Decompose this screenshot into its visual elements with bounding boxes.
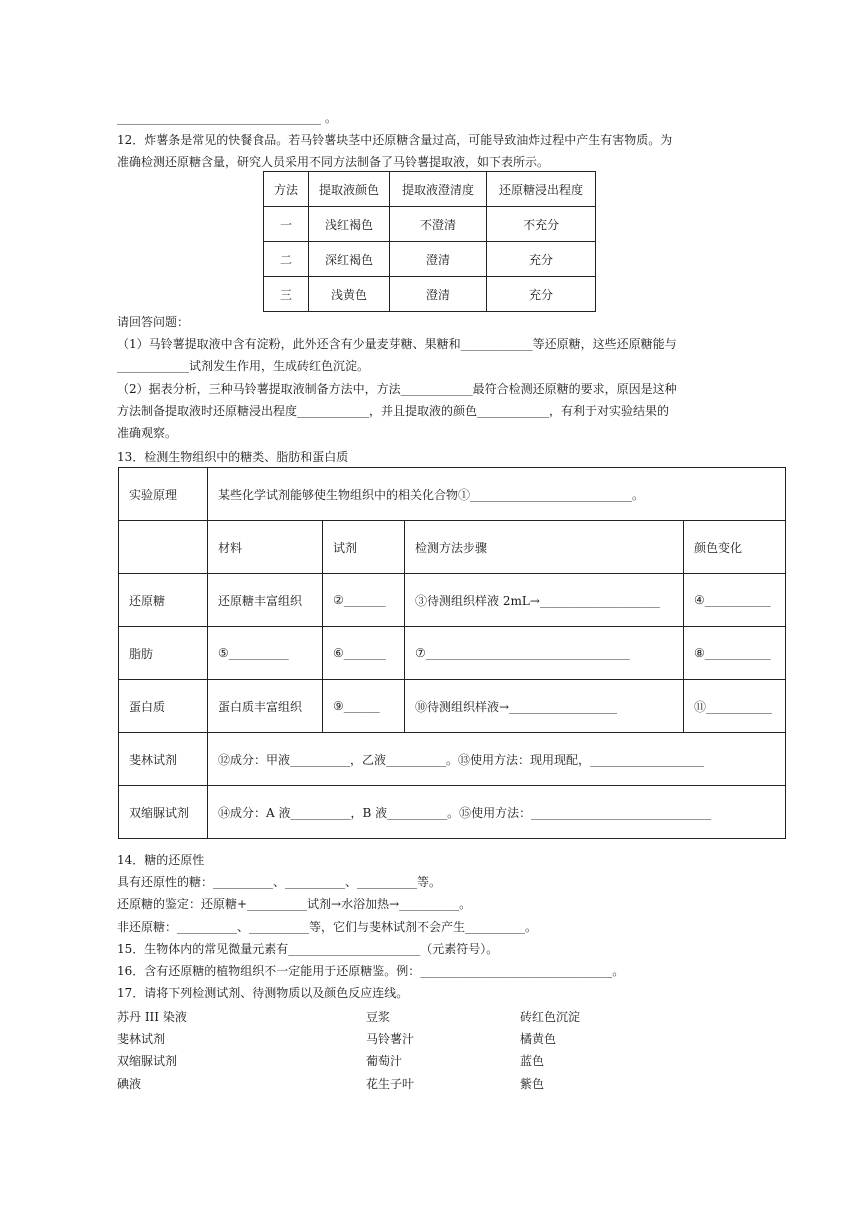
table-cell: ⑪___________ (684, 680, 786, 733)
question-12-line-1: 12．炸薯条是常见的快餐食品。若马铃薯块茎中还原糖含量过高，可能导致油炸过程中产生有害物质。为 (117, 133, 673, 147)
sub-question-2-line-1: （2）据表分析，三种马铃薯提取液制备方法中，方法____________最符合检测还原糖的要求，原因是这种 (117, 382, 677, 396)
sub-question-2-line-3: 准确观察。 (117, 426, 178, 440)
table-cell: ⑦__________________________________ (405, 627, 684, 680)
table-row (119, 574, 786, 627)
table-cell: 深红褐色 (309, 242, 390, 277)
answer-blank-line: __________________________________ 。 (117, 111, 337, 125)
biuret-text: ⑭成分：A 液__________，B 液__________。⑮使用方法：______________________________ (208, 786, 786, 839)
question-14-line-b: 还原糖的鉴定：还原糖+__________试剂→水浴加热→__________。 (117, 897, 472, 911)
question-14-line-a: 具有还原性的糖：__________、__________、__________等。 (117, 875, 442, 889)
fehling-row (119, 733, 786, 786)
please-answer-label: 请回答问题： (117, 315, 190, 329)
question-15: 15．生物体内的常见微量元素有______________________（元素符号）。 (117, 942, 499, 956)
table-cell: 蛋白质 (119, 680, 208, 733)
table-header-cell: 检测方法步骤 (405, 521, 684, 574)
table-cell: 浅红褐色 (309, 207, 390, 242)
principle-text: 某些化学试剂能够使生物组织中的相关化合物①___________________________。 (208, 468, 786, 521)
principle-row (119, 468, 786, 521)
question-14-title: 14．糖的还原性 (117, 853, 205, 867)
biuret-label: 双缩脲试剂 (119, 786, 208, 839)
table-header-cell: 还原糖浸出程度 (487, 172, 596, 207)
table-cell: 蛋白质丰富组织 (208, 680, 323, 733)
principle-label: 实验原理 (119, 468, 208, 521)
table-cell: ③待测组织样液 2mL→____________________ (405, 574, 684, 627)
table-cell: 不澄清 (390, 207, 487, 242)
table-cell: 不充分 (487, 207, 596, 242)
table-header-cell: 提取液澄清度 (390, 172, 487, 207)
table-cell: 充分 (487, 242, 596, 277)
table-cell: 二 (264, 242, 309, 277)
table-cell: ⑤__________ (208, 627, 323, 680)
table-cell: 还原糖丰富组织 (208, 574, 323, 627)
table-row (264, 277, 596, 312)
reagent-item: 斐林试剂 (117, 1032, 166, 1046)
biuret-row (119, 786, 786, 839)
table-header-row (119, 521, 786, 574)
question-17-title: 17．请将下列检测试剂、待测物质以及颜色反应连线。 (117, 986, 409, 1000)
color-item: 橘黄色 (520, 1032, 557, 1046)
substance-item: 马铃薯汁 (366, 1032, 415, 1046)
table-cell: 澄清 (390, 277, 487, 312)
fehling-text: ⑫成分：甲液__________，乙液__________。⑬使用方法：现用现配，___________________ (208, 733, 786, 786)
question-14-line-c: 非还原糖：__________、__________等，它们与斐林试剂不会产生__________。 (117, 920, 538, 934)
question-13-title: 13．检测生物组织中的糖类、脂肪和蛋白质 (117, 450, 349, 464)
table-header-cell: 提取液颜色 (309, 172, 390, 207)
question-12-line-2: 准确检测还原糖含量，研究人员采用不同方法制备了马铃薯提取液，如下表所示。 (117, 155, 550, 169)
table-cell: ④___________ (684, 574, 786, 627)
table-row (119, 627, 786, 680)
extraction-methods-table (263, 171, 596, 312)
table-header-cell: 方法 (264, 172, 309, 207)
table-header-cell: 材料 (208, 521, 323, 574)
detection-experiment-table (118, 467, 786, 839)
color-item: 紫色 (520, 1077, 545, 1091)
table-cell: 脂肪 (119, 627, 208, 680)
table-cell: ⑩待测组织样液→__________________ (405, 680, 684, 733)
color-item: 蓝色 (520, 1054, 545, 1068)
table-cell: ⑥_______ (323, 627, 405, 680)
table-cell: ②_______ (323, 574, 405, 627)
sub-question-1-line-1: （1）马铃薯提取液中含有淀粉，此外还含有少量麦芽糖、果糖和____________等还原糖，这些还原糖能与 (117, 337, 677, 351)
table-cell: 三 (264, 277, 309, 312)
table-header-cell: 颜色变化 (684, 521, 786, 574)
reagent-item: 苏丹 III 染液 (117, 1010, 187, 1024)
table-cell: 澄清 (390, 242, 487, 277)
table-header-cell (119, 521, 208, 574)
question-16: 16．含有还原糖的植物组织不一定能用于还原糖鉴。例：________________________________。 (117, 964, 625, 978)
reagent-item: 碘液 (117, 1077, 142, 1091)
table-cell: ⑨______ (323, 680, 405, 733)
fehling-label: 斐林试剂 (119, 733, 208, 786)
table-cell: 浅黄色 (309, 277, 390, 312)
table-cell: ⑧___________ (684, 627, 786, 680)
table-cell: 充分 (487, 277, 596, 312)
table-row (264, 242, 596, 277)
color-item: 砖红色沉淀 (520, 1010, 581, 1024)
table-header-cell: 试剂 (323, 521, 405, 574)
table-row (119, 680, 786, 733)
sub-question-2-line-2: 方法制备提取液时还原糖浸出程度____________，并且提取液的颜色____________，有利于对实验结果的 (117, 404, 670, 418)
sub-question-1-line-2: ____________试剂发生作用，生成砖红色沉淀。 (117, 359, 370, 373)
substance-item: 葡萄汁 (366, 1054, 403, 1068)
table-header-row (264, 172, 596, 207)
table-row (264, 207, 596, 242)
table-cell: 还原糖 (119, 574, 208, 627)
substance-item: 豆浆 (366, 1010, 391, 1024)
substance-item: 花生子叶 (366, 1077, 415, 1091)
reagent-item: 双缩脲试剂 (117, 1054, 178, 1068)
table-cell: 一 (264, 207, 309, 242)
